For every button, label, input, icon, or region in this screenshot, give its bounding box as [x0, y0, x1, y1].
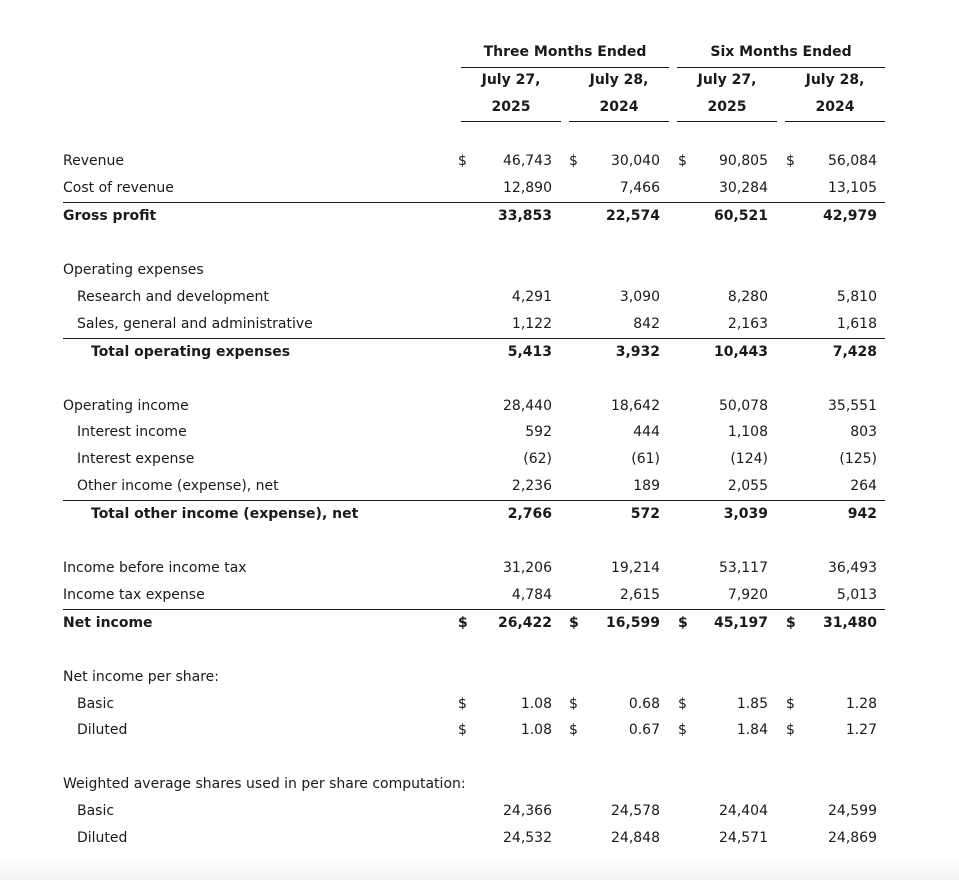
row-label: Basic — [77, 696, 115, 712]
currency-symbol: $ — [569, 615, 579, 631]
table-cell: 803 — [850, 424, 877, 440]
row-label: Other income (expense), net — [77, 478, 279, 494]
col-2-month: July 28, — [589, 72, 649, 88]
table-cell: 1,108 — [727, 424, 768, 440]
row-rule — [63, 202, 885, 203]
table-cell: 45,197 — [713, 615, 768, 631]
table-cell: 1.08 — [520, 696, 552, 712]
section-heading: Net income per share: — [63, 669, 219, 685]
table-cell: 22,574 — [605, 208, 660, 224]
currency-symbol: $ — [458, 696, 467, 712]
table-cell: (61) — [631, 451, 660, 467]
table-cell: 90,805 — [719, 153, 768, 169]
table-cell: 0.67 — [628, 722, 660, 738]
table-cell: 31,206 — [503, 560, 552, 576]
table-cell: 24,578 — [611, 803, 660, 819]
currency-symbol: $ — [786, 153, 795, 169]
table-cell: 189 — [633, 478, 660, 494]
col-1-year: 2025 — [491, 99, 531, 115]
currency-symbol: $ — [569, 153, 578, 169]
table-cell: 24,848 — [611, 830, 660, 846]
table-cell: 5,013 — [836, 587, 877, 603]
table-cell: 24,571 — [719, 830, 768, 846]
table-cell: 942 — [847, 506, 877, 522]
table-cell: 3,090 — [619, 289, 660, 305]
row-label: Basic — [77, 803, 115, 819]
table-cell: 28,440 — [503, 398, 552, 414]
table-cell: 35,551 — [828, 398, 877, 414]
currency-symbol: $ — [458, 722, 467, 738]
row-rule — [63, 338, 885, 339]
currency-symbol: $ — [458, 153, 467, 169]
table-cell: 7,466 — [619, 180, 660, 196]
row-label: Gross profit — [63, 208, 157, 224]
header-six-months: Six Months Ended — [710, 44, 852, 60]
col-1-month: July 27, — [481, 72, 541, 88]
table-cell: 16,599 — [605, 615, 660, 631]
table-cell: 2,766 — [507, 506, 552, 522]
table-cell: (62) — [523, 451, 552, 467]
currency-symbol: $ — [786, 722, 795, 738]
table-cell: 30,284 — [719, 180, 768, 196]
header-rule-three-months — [461, 67, 669, 68]
table-cell: 53,117 — [719, 560, 768, 576]
table-cell: 1.85 — [736, 696, 768, 712]
table-cell: 7,920 — [727, 587, 768, 603]
table-cell: 3,039 — [723, 506, 768, 522]
table-cell: 2,163 — [727, 316, 768, 332]
page-bottom-edge — [0, 858, 959, 880]
table-cell: 50,078 — [719, 398, 768, 414]
col-4-year: 2024 — [815, 99, 855, 115]
row-label: Interest expense — [77, 451, 195, 467]
currency-symbol: $ — [569, 722, 578, 738]
section-heading: Weighted average shares used in per share computation: — [63, 776, 466, 792]
currency-symbol: $ — [458, 615, 468, 631]
row-rule — [63, 609, 885, 610]
table-cell: 24,532 — [503, 830, 552, 846]
table-cell: 46,743 — [503, 153, 552, 169]
row-label: Diluted — [77, 830, 128, 846]
row-label: Sales, general and administrative — [77, 316, 313, 332]
col-3-year: 2025 — [707, 99, 747, 115]
section-heading: Operating expenses — [63, 262, 204, 278]
table-cell: (124) — [730, 451, 768, 467]
table-cell: 444 — [633, 424, 660, 440]
table-cell: 26,422 — [497, 615, 552, 631]
table-cell: 24,404 — [719, 803, 768, 819]
table-cell: 572 — [630, 506, 660, 522]
header-rule-six-months — [677, 67, 885, 68]
table-cell: 2,236 — [511, 478, 552, 494]
col-3-month: July 27, — [697, 72, 757, 88]
col-4-month: July 28, — [805, 72, 865, 88]
table-cell: 2,615 — [619, 587, 660, 603]
table-cell: 12,890 — [503, 180, 552, 196]
table-cell: 60,521 — [713, 208, 768, 224]
currency-symbol: $ — [569, 696, 578, 712]
currency-symbol: $ — [678, 722, 687, 738]
row-label: Revenue — [63, 153, 124, 169]
table-cell: 19,214 — [611, 560, 660, 576]
table-cell: 1.27 — [845, 722, 877, 738]
table-cell: 36,493 — [828, 560, 877, 576]
header-three-months: Three Months Ended — [483, 44, 647, 60]
table-cell: 0.68 — [628, 696, 660, 712]
table-cell: 592 — [525, 424, 552, 440]
table-cell: 5,810 — [836, 289, 877, 305]
table-cell: (125) — [839, 451, 877, 467]
col-2-year: 2024 — [599, 99, 639, 115]
col-3-rule — [677, 121, 777, 122]
row-label: Income tax expense — [63, 587, 205, 603]
table-cell: 4,784 — [511, 587, 552, 603]
table-cell: 24,599 — [828, 803, 877, 819]
row-label: Interest income — [77, 424, 187, 440]
currency-symbol: $ — [786, 696, 795, 712]
col-4-rule — [785, 121, 885, 122]
currency-symbol: $ — [678, 696, 687, 712]
table-cell: 31,480 — [822, 615, 877, 631]
table-cell: 18,642 — [611, 398, 660, 414]
row-label: Cost of revenue — [63, 180, 174, 196]
table-cell: 42,979 — [822, 208, 877, 224]
table-cell: 1.84 — [736, 722, 768, 738]
currency-symbol: $ — [678, 615, 688, 631]
table-cell: 842 — [633, 316, 660, 332]
table-cell: 8,280 — [727, 289, 768, 305]
row-label: Total operating expenses — [91, 344, 291, 360]
table-cell: 4,291 — [511, 289, 552, 305]
row-label: Operating income — [63, 398, 189, 414]
table-cell: 5,413 — [507, 344, 552, 360]
table-cell: 1.08 — [520, 722, 552, 738]
table-cell: 7,428 — [832, 344, 877, 360]
col-2-rule — [569, 121, 669, 122]
row-label: Net income — [63, 615, 153, 631]
table-cell: 1,618 — [836, 316, 877, 332]
row-label: Research and development — [77, 289, 269, 305]
table-cell: 1.28 — [845, 696, 877, 712]
table-cell: 1,122 — [511, 316, 552, 332]
row-label: Total other income (expense), net — [91, 506, 359, 522]
currency-symbol: $ — [678, 153, 687, 169]
table-cell: 3,932 — [615, 344, 660, 360]
row-label: Diluted — [77, 722, 128, 738]
table-cell: 24,869 — [828, 830, 877, 846]
table-cell: 33,853 — [497, 208, 552, 224]
col-1-rule — [461, 121, 561, 122]
table-cell: 2,055 — [727, 478, 768, 494]
row-label: Income before income tax — [63, 560, 247, 576]
table-cell: 56,084 — [828, 153, 877, 169]
table-cell: 13,105 — [828, 180, 877, 196]
row-rule — [63, 500, 885, 501]
currency-symbol: $ — [786, 615, 796, 631]
table-cell: 10,443 — [713, 344, 768, 360]
table-cell: 24,366 — [503, 803, 552, 819]
table-cell: 30,040 — [611, 153, 660, 169]
table-cell: 264 — [850, 478, 877, 494]
